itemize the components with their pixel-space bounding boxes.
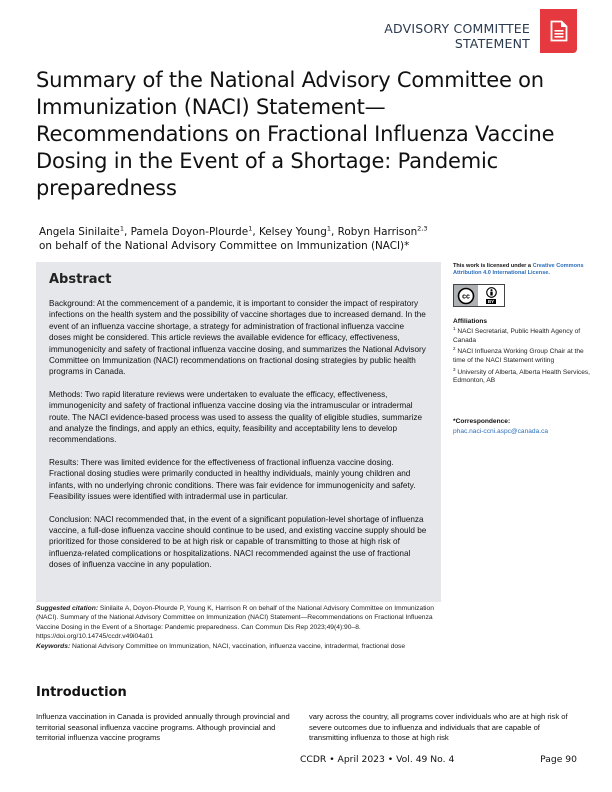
abstract-methods: Methods: Two rapid literature reviews were undertaken to evaluate the efficacy, effectiveness, immunogenicity and safety of fractional influenza vaccine dosing via the intramuscular or intradermal route. The NACI evidence-based process was used to assess the quality of eligible studies, summarize and analyze the findings, and apply an ethics, equity, feasibility and acceptability lens to develop recommendations. xyxy=(49,389,423,445)
author-name: Robyn Harrison xyxy=(337,226,418,238)
citation-text: Sinilaite A, Doyon-Plourde P, Young K, Harrison R on behalf of the National Advisory Committee on Immunization (NACI). Summary of the National Advisory Committee on Immunization (NACI) Statement—Recommendations on Fractional Influenza Vaccine Dosing in the Event of a Shortage: Pandemic preparedness. Can Commun Dis Rep 2023;49(4):90–8. https://doi.org/10.14745/ccdr.v49i04a01 xyxy=(36,605,434,641)
page-footer xyxy=(300,754,577,765)
author-name: Pamela Doyon-Plourde xyxy=(130,226,249,238)
affiliations-heading: Affiliations xyxy=(453,318,488,326)
affiliation-text: NACI Influenza Working Group Chair at the time of the NACI Statement writing xyxy=(453,348,584,364)
author-affiliation-marker: 2,3 xyxy=(417,224,428,233)
journal-issue: CCDR • April 2023 • Vol. 49 No. 4 xyxy=(300,754,455,765)
svg-text:cc: cc xyxy=(462,293,470,301)
license-notice xyxy=(453,263,593,276)
affiliation-item xyxy=(453,366,593,386)
license-prefix: This work is licensed under a xyxy=(453,263,533,269)
cc-by-badge[interactable] xyxy=(453,284,505,307)
author-block xyxy=(39,225,459,253)
citation-label: Suggested citation: xyxy=(36,605,99,612)
author-list: Angela Sinilaite$^1$, Pamela Doyon-Plourde$^1$, Kelsey Young$^1$, Robyn Harrison$^{2,3}$ xyxy=(39,224,428,238)
affiliation-text: NACI Secretariat, Public Health Agency of Canada xyxy=(453,328,581,344)
document-icon xyxy=(550,20,568,42)
section-badge xyxy=(540,9,577,53)
affiliation-number: 2 xyxy=(453,346,456,352)
author-name: Angela Sinilaite xyxy=(39,226,120,238)
cc-icon xyxy=(454,285,478,306)
affiliation-item xyxy=(453,348,593,365)
by-label: BY xyxy=(487,299,495,305)
abstract-heading: Abstract xyxy=(49,272,112,287)
correspondence-heading: *Correspondence: xyxy=(453,417,511,425)
introduction-left-column: Influenza vaccination in Canada is provided annually through provincial and territorial seasonal influenza vaccine programs. Although provincial and territorial influenza vaccine programs xyxy=(36,712,290,743)
author-affiliation-marker: 1 xyxy=(119,224,124,233)
affiliation-item xyxy=(453,328,593,345)
abstract-background: Background: At the commencement of a pandemic, it is important to consider the impact of respiratory infections on the health system and the possibility of vaccine shortages due to increased demand. In the event of an influenza vaccine shortage, a strategy for administration of fractional influenza vaccine doses might be considered. This article reviews the available evidence for efficacy, effectiveness, immunogenicity and safety of fractional influenza vaccine dosing, and summarizes the National Advisory Committee on Immunization (NACI) recommendations on fractional dosing strategies by public health programs in Canada. xyxy=(49,299,426,377)
page-number: Page 90 xyxy=(540,754,577,765)
keywords-label: Keywords: xyxy=(36,642,71,650)
abstract-box xyxy=(36,262,441,602)
license-link[interactable]: Creative Commons Attribution 4.0 International License. xyxy=(453,263,584,276)
sidebar xyxy=(453,263,593,435)
abstract-conclusion: Conclusion: NACI recommended that, in the event of a significant population-level shortage of influenza vaccine, a full-dose influenza vaccine should continue to be used, and existing vaccine supply should be prioritized for those considered to be at high risk or capable of transmitting to those at high risk of influenza-related complications or hospitalizations. NACI recommended against the use of fractional doses of influenza vaccine in any population. xyxy=(49,514,427,570)
author-name: Kelsey Young xyxy=(258,226,327,238)
attribution-person-icon xyxy=(486,287,497,298)
correspondence-email-link[interactable]: phac.naci-ccni.aspc@canada.ca xyxy=(453,427,549,435)
introduction-right-column: vary across the country, all programs cover individuals who are at high risk of severe outcomes due to influenza and individuals that are capable of transmitting influenza to those at high risk xyxy=(309,712,568,743)
citation-block xyxy=(36,604,446,651)
author-affiliation-marker: 1 xyxy=(248,224,253,233)
article-title: Summary of the National Advisory Committee on Immunization (NACI) Statement—Recommendations on Fractional Influenza Vaccine Dosing in the Event of a Shortage: Pandemic preparedness xyxy=(36,68,555,200)
author-affiliation-marker: 1 xyxy=(326,224,332,233)
on-behalf-line: on behalf of the National Advisory Committee on Immunization (NACI)* xyxy=(39,240,410,252)
affiliation-text: University of Alberta, Alberta Health Services, Edmonton, AB xyxy=(453,368,591,385)
abstract-results: Results: There was limited evidence for the effectiveness of fractional influenza vaccine dosing. Fractional dosing studies were primarily conducted in healthy individuals, mainly young children and infants, with no underlying chronic conditions. There was fair evidence for immunogenicity and safety. Feasibility issues were identified with intradermal use in particular. xyxy=(49,457,416,502)
affiliation-number: 1 xyxy=(453,326,456,331)
affiliation-number: 3 xyxy=(453,366,456,372)
introduction-heading: Introduction xyxy=(36,685,127,700)
keywords xyxy=(36,642,446,651)
section-label: ADVISORY COMMITTEE STATEMENT xyxy=(384,21,530,51)
keywords-text: National Advisory Committee on Immunization, NACI, vaccination, influenza vaccine, intradermal, fractional dose xyxy=(70,642,406,650)
suggested-citation xyxy=(36,604,446,642)
by-section xyxy=(478,285,504,306)
